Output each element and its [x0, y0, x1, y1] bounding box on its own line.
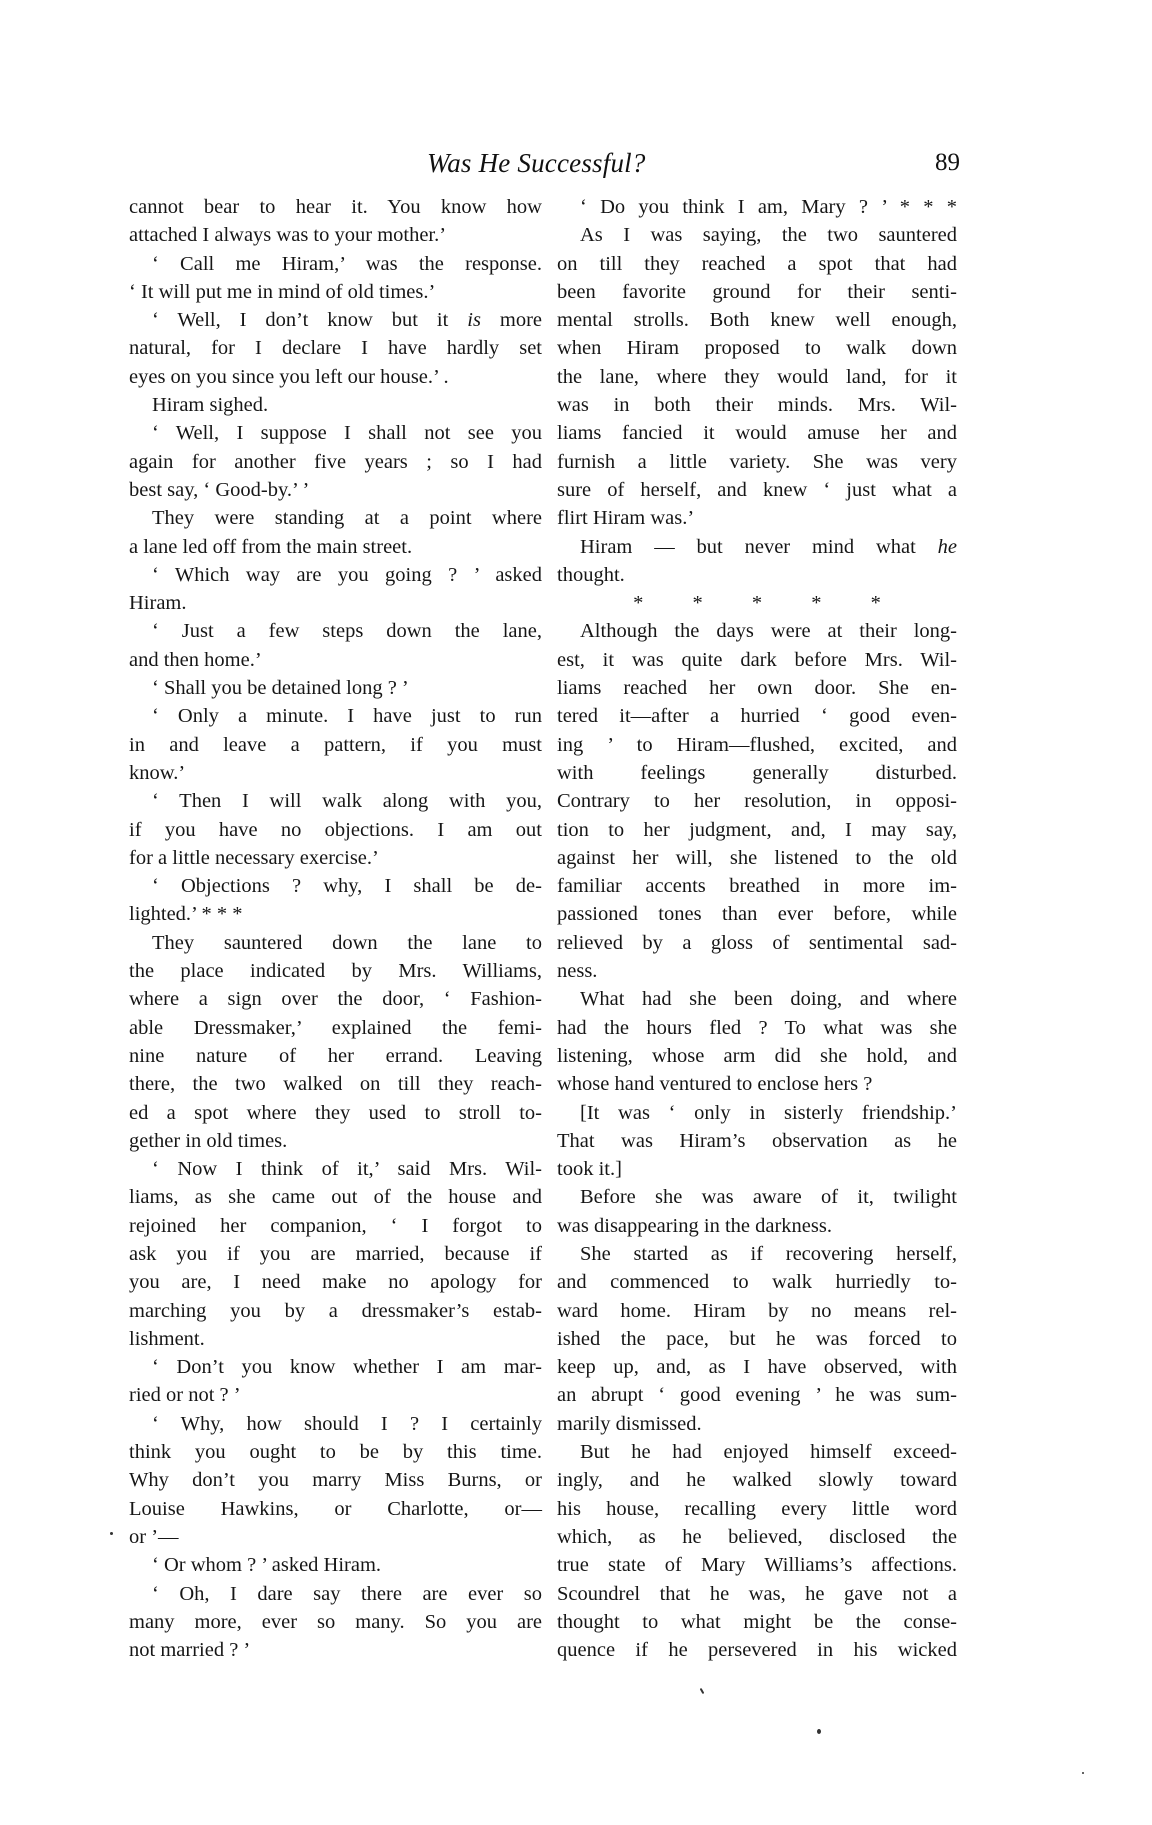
text-line: attached I always was to your mother.’ — [129, 224, 447, 247]
text-line: ‘ Well, I suppose I shall not see you — [152, 422, 542, 445]
text-line: thought. — [557, 563, 625, 586]
text-line: Hiram — but never mind what he — [580, 535, 957, 558]
text-line: eyes on you since you left our house.’ . — [129, 365, 449, 388]
text-line: furnish a little variety. She was very — [557, 450, 957, 473]
text-line: Hiram sighed. — [152, 394, 269, 417]
text-line: had the hours fled ? To what was she — [557, 1016, 957, 1039]
text-line: which, as he believed, disclosed the — [557, 1525, 957, 1548]
text-line: ‘ Shall you be detained long ? ’ — [152, 677, 409, 700]
text-line: flirt Hiram was.’ — [557, 507, 695, 530]
text-line: nine nature of her errand. Leaving — [129, 1044, 542, 1067]
running-head-title: Was He Successful? — [427, 148, 646, 178]
text-line: you are, I need make no apology for — [129, 1271, 542, 1294]
text-line: marily dismissed. — [557, 1412, 702, 1435]
text-line: ried or not ? ’ — [129, 1384, 241, 1407]
text-line: was in both their minds. Mrs. Wil- — [557, 394, 957, 417]
text-line: mental strolls. Both knew well enough, — [557, 309, 957, 332]
page-number: 89 — [935, 149, 960, 176]
text-line: ‘ Or whom ? ’ asked Hiram. — [152, 1554, 382, 1577]
text-line: against her will, she listened to the old — [557, 846, 957, 869]
text-line: ‘ Call me Hiram,’ was the response. — [152, 252, 542, 275]
text-line: [It was ‘ only in sisterly friendship.’ — [580, 1101, 957, 1124]
text-line: Why don’t you marry Miss Burns, or — [129, 1469, 542, 1492]
text-line: been favorite ground for their senti- — [557, 280, 957, 303]
text-line: thought to what might be the conse- — [557, 1610, 957, 1633]
text-line: Although the days were at their long- — [580, 620, 957, 643]
text-line: ed a spot where they used to stroll to- — [129, 1101, 542, 1124]
text-line: where a sign over the door, ‘ Fashion- — [129, 988, 542, 1011]
text-line: true state of Mary Williams’s affections. — [557, 1554, 957, 1577]
text-line: took it.] — [557, 1158, 622, 1181]
text-line: know.’ — [129, 761, 186, 784]
text-line: passioned tones than ever before, while — [557, 903, 957, 926]
running-head — [0, 148, 1152, 178]
text-line: Contrary to her resolution, in opposi- — [557, 790, 957, 813]
text-line: ‘ Well, I don’t know but it is more — [152, 309, 542, 332]
text-line: ‘ Don’t you know whether I am mar- — [152, 1356, 542, 1379]
text-line: ished the pace, but he was forced to — [557, 1327, 957, 1350]
text-line: sure of herself, and knew ‘ just what a — [557, 478, 957, 501]
text-line: ‘ Now I think of it,’ said Mrs. Wil- — [152, 1158, 542, 1181]
text-line: ward home. Hiram by no means rel- — [557, 1299, 957, 1322]
text-line: lighted.’ * * * — [129, 903, 243, 926]
text-line: when Hiram proposed to walk down — [557, 337, 957, 360]
emphasis: he — [937, 535, 957, 558]
text-line: Scoundrel that he was, he gave not a — [557, 1582, 957, 1605]
text-line: with feelings generally disturbed. — [557, 761, 957, 784]
print-speck — [110, 1532, 113, 1535]
emphasis: is — [467, 309, 481, 332]
text-line: They sauntered down the lane to — [152, 931, 542, 954]
text-line: Hiram. — [129, 592, 187, 615]
text-line: They were standing at a point where — [152, 507, 542, 530]
text-line: marching you by a dressmaker’s estab- — [129, 1299, 542, 1322]
text-line: rejoined her companion, ‘ I forgot to — [129, 1214, 542, 1237]
text-line: liams fancied it would amuse her and — [557, 422, 957, 445]
print-speck — [817, 1729, 821, 1734]
text-line: gether in old times. — [129, 1129, 288, 1152]
text-line: ask you if you are married, because if — [129, 1242, 542, 1265]
text-line: best say, ‘ Good-by.’ ’ — [129, 478, 310, 501]
text-line: ness. — [557, 960, 598, 983]
text-line: was disappearing in the darkness. — [557, 1214, 832, 1237]
text-line: ‘ Objections ? why, I shall be de- — [152, 875, 542, 898]
text-line: there, the two walked on till they reach- — [129, 1073, 542, 1096]
text-line: ‘ Just a few steps down the lane, — [152, 620, 542, 643]
text-line: liams, as she came out of the house and — [129, 1186, 542, 1209]
text-line: liams reached her own door. She en- — [557, 677, 957, 700]
text-line: able Dressmaker,’ explained the femi- — [129, 1016, 542, 1039]
text-line: whose hand ventured to enclose hers ? — [557, 1073, 873, 1096]
text-line: cannot bear to hear it. You know how — [129, 196, 542, 218]
text-line: lishment. — [129, 1327, 205, 1350]
text-line: tion to her judgment, and, I may say, — [557, 818, 957, 841]
left-text-column — [129, 193, 542, 1664]
text-line: think you ought to be by this time. — [129, 1441, 542, 1464]
text-line: for a little necessary exercise.’ — [129, 846, 379, 869]
text-line: Before she was aware of it, twilight — [580, 1186, 957, 1209]
text-line: quence if he persevered in his wicked — [557, 1639, 957, 1662]
text-line: What had she been doing, and where — [580, 988, 957, 1011]
text-line: ingly, and he walked slowly toward — [557, 1469, 957, 1492]
text-line: ‘ Only a minute. I have just to run — [152, 705, 542, 728]
text-line: if you have no objections. I am out — [129, 818, 542, 841]
print-speck — [1082, 1772, 1084, 1774]
text-line: ‘ Oh, I dare say there are ever so — [152, 1582, 542, 1605]
text-line: again for another five years ; so I had — [129, 450, 542, 473]
text-line: or ’— — [129, 1525, 179, 1548]
text-line: But he had enjoyed himself exceed- — [580, 1441, 957, 1464]
text-line: ‘ Why, how should I ? I certainly — [152, 1412, 542, 1435]
text-line: est, it was quite dark before Mrs. Wil- — [557, 648, 957, 671]
text-line: That was Hiram’s observation as he — [557, 1129, 957, 1152]
text-line: his house, recalling every little word — [557, 1497, 957, 1520]
text-line: a lane led off from the main street. — [129, 535, 413, 558]
text-line: the lane, where they would land, for it — [557, 365, 957, 388]
text-line: As I was saying, the two sauntered — [580, 224, 957, 247]
print-speck — [700, 1688, 705, 1694]
text-line: listening, whose arm did she hold, and — [557, 1044, 957, 1067]
text-line: tered it—after a hurried ‘ good even- — [557, 705, 957, 728]
text-line: ‘ Which way are you going ? ’ asked — [152, 563, 542, 586]
text-line: on till they reached a spot that had — [557, 252, 957, 275]
text-line: familiar accents breathed in more im- — [557, 875, 957, 898]
text-line: ‘ Then I will walk along with you, — [152, 790, 542, 813]
text-line: the place indicated by Mrs. Williams, — [129, 960, 542, 983]
text-line: She started as if recovering herself, — [580, 1242, 957, 1265]
text-line: and commenced to walk hurriedly to- — [557, 1271, 957, 1294]
text-line: relieved by a gloss of sentimental sad- — [557, 931, 957, 954]
section-break-asterisks: * * * * * — [633, 592, 881, 615]
text-line: ‘ Do you think I am, Mary ? ’ * * * — [580, 196, 957, 218]
text-line: keep up, and, as I have observed, with — [557, 1356, 957, 1379]
text-line: ing ’ to Hiram—flushed, excited, and — [557, 733, 957, 756]
text-line: ‘ It will put me in mind of old times.’ — [129, 280, 436, 303]
text-line: in and leave a pattern, if you must — [129, 733, 542, 756]
text-line: not married ? ’ — [129, 1639, 251, 1662]
text-line: and then home.’ — [129, 648, 262, 671]
text-line: many more, ever so many. So you are — [129, 1610, 542, 1633]
text-line: Louise Hawkins, or Charlotte, or— — [129, 1497, 542, 1520]
text-line: an abrupt ‘ good evening ’ he was sum- — [557, 1384, 957, 1407]
right-text-column — [557, 193, 957, 1664]
text-line: natural, for I declare I have hardly set — [129, 337, 542, 360]
